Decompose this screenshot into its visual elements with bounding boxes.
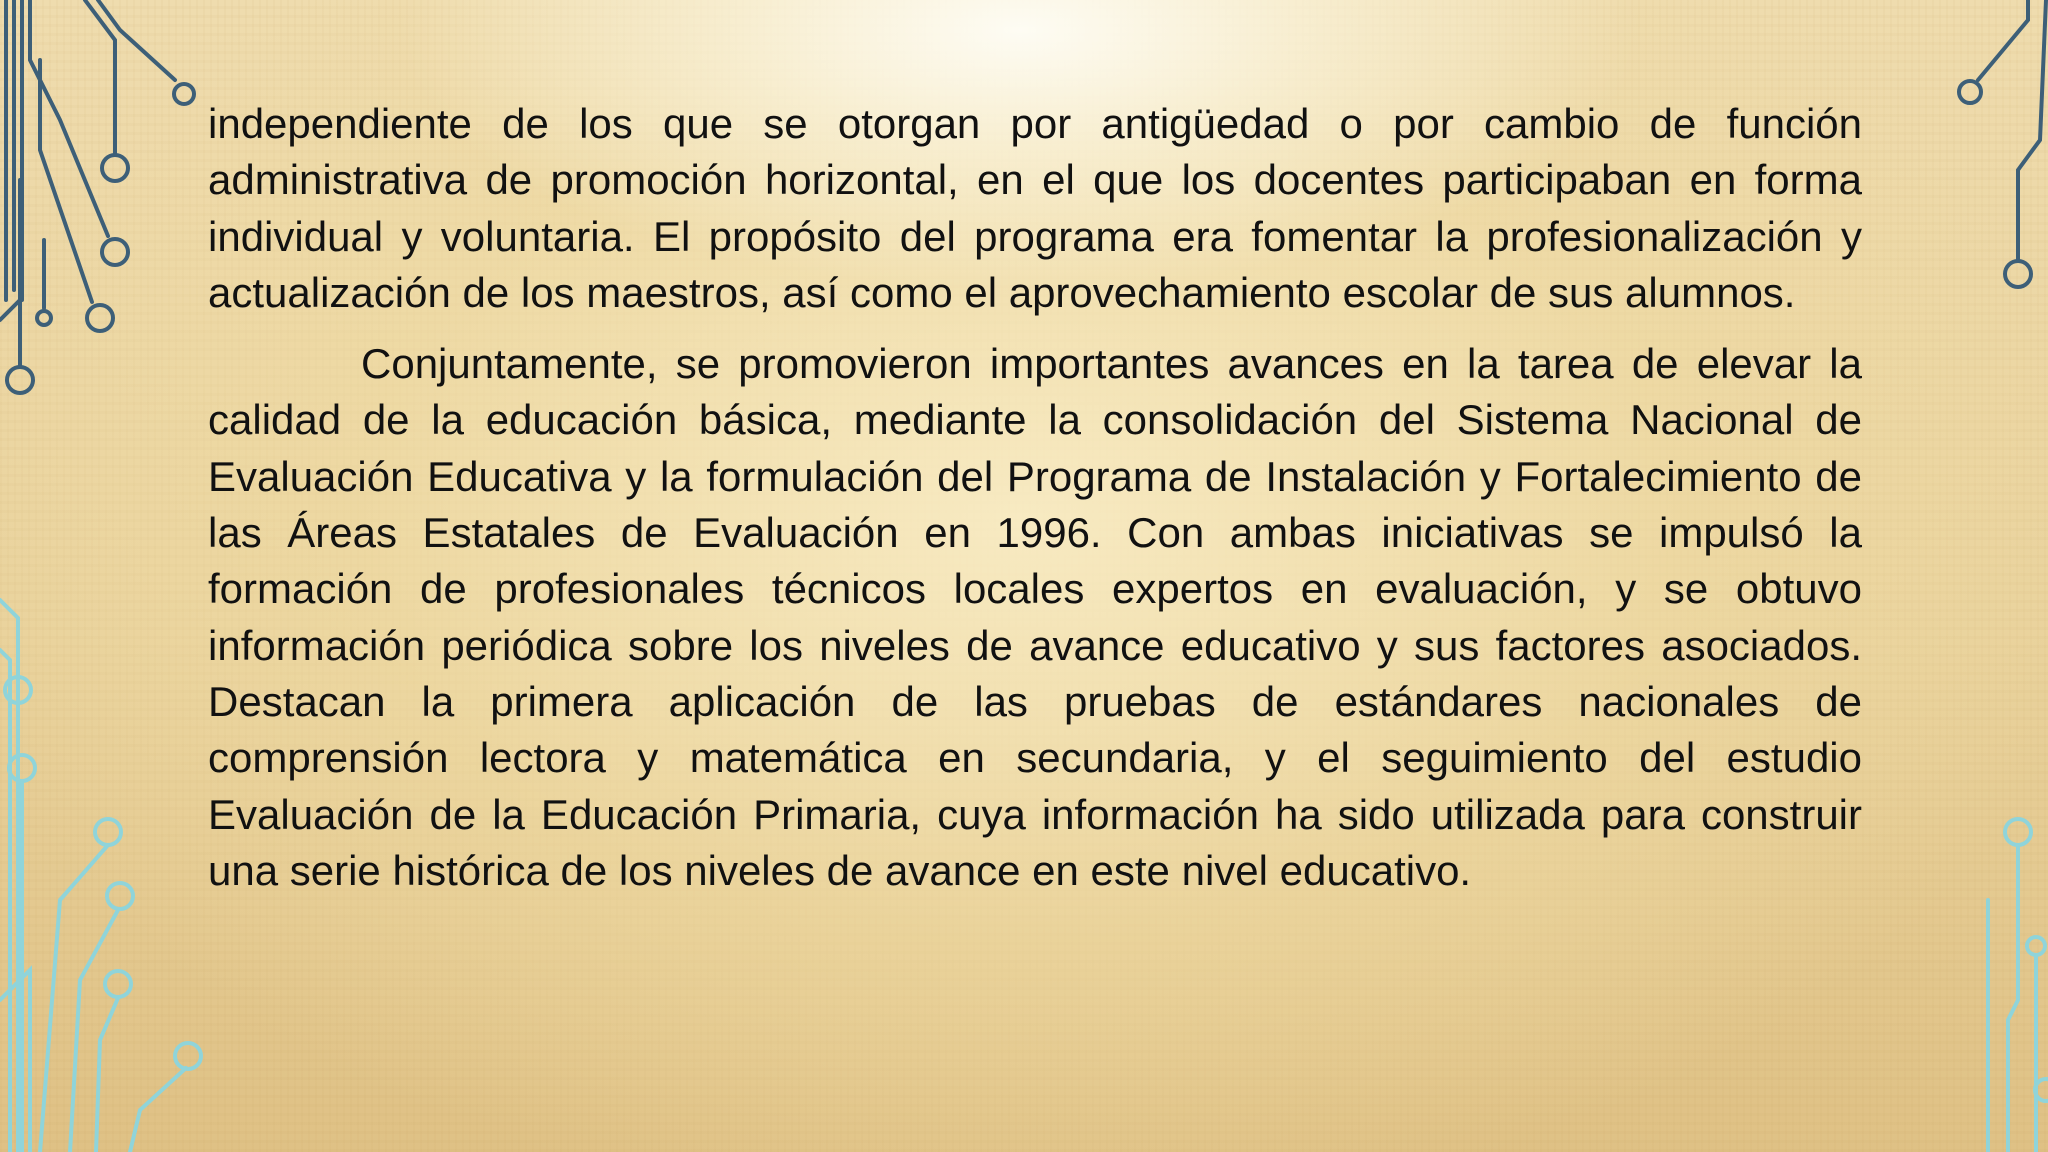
paragraph-1: independiente de los que se otorgan por antigüedad o por cambio de función administrativa de promoción horizontal, en el que los docentes participaban en forma individual y voluntaria. El propósito del programa era fomentar la profesionalización y actualización de los maestros, así como el aprovechamiento escolar de sus alumnos.: [208, 100, 1862, 316]
paragraph-2: Conjuntamente, se promovieron importantes avances en la tarea de elevar la calidad de la educación básica, mediante la consolidación del Sistema Nacional de Evaluación Educativa y la formulación del Programa de Instalación y Fortalecimiento de las Áreas Estatales de Evaluación en 1996. Con ambas iniciativas se impulsó la formación de profesionales técnicos locales expertos en evaluación, y se obtuvo información periódica sobre los niveles de avance educativo y sus factores asociados. Destacan la primera aplicación de las pruebas de estándares nacionales de comprensión lectora y matemática en secundaria, y el seguimiento del estudio Evaluación de la Educación Primaria, cuya información ha sido utilizada para construir una serie histórica de los niveles de avance en este nivel educativo.: [208, 340, 1862, 894]
circuit-decoration-left-icon: [0, 0, 230, 1152]
circuit-decoration-right-icon: [1928, 0, 2048, 1152]
slide-body-text: [208, 96, 1862, 899]
